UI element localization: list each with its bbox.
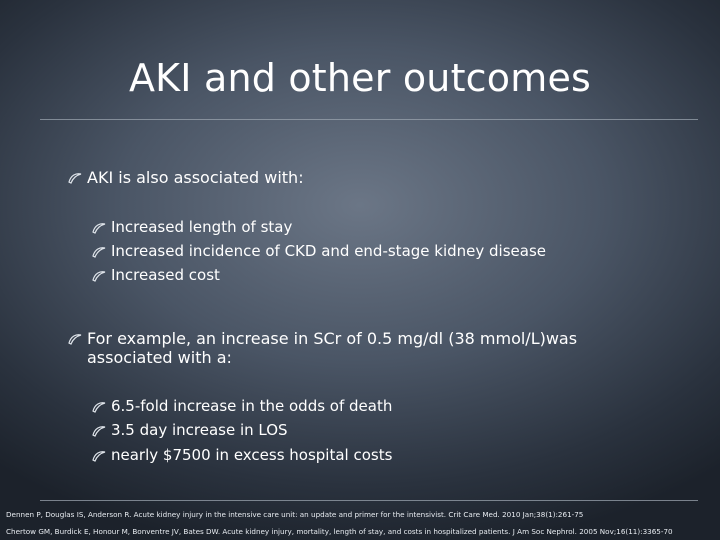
sub-bullet-text: Increased cost: [111, 266, 220, 284]
footer-divider: [40, 500, 698, 501]
sub-bullet-item: [92, 397, 392, 416]
reference-line: Chertow GM, Burdick E, Honour M, Bonventre JV, Bates DW. Acute kidney injury, mortality, length of stay, and costs in hospitalized patients. J Am Soc Nephrol. 2005 Nov;16(11):3365-70: [6, 527, 673, 536]
leaf-swoosh-icon: [92, 246, 106, 258]
sub-bullet-text: 3.5 day increase in LOS: [111, 421, 288, 439]
title-divider: [40, 119, 698, 120]
sub-bullet-item: [92, 266, 220, 285]
bullet-text: AKI is also associated with:: [87, 168, 304, 187]
references: [6, 506, 673, 540]
leaf-swoosh-icon: [68, 333, 82, 345]
sub-bullet-item: [92, 218, 292, 237]
leaf-swoosh-icon: [92, 450, 106, 462]
slide-title: AKI and other outcomes: [128, 56, 592, 100]
leaf-swoosh-icon: [92, 401, 106, 413]
sub-bullet-text: Increased incidence of CKD and end-stage kidney disease: [111, 242, 546, 260]
bullet-text: For example, an increase in SCr of 0.5 mg/dl (38 mmol/L)was associated with a:: [87, 329, 578, 367]
bullet-item: [68, 168, 304, 187]
sub-bullet-item: [92, 421, 288, 440]
sub-bullet-text: 6.5-fold increase in the odds of death: [111, 397, 393, 415]
sub-bullet-item: [92, 242, 546, 261]
sub-bullet-text: Increased length of stay: [111, 218, 293, 236]
leaf-swoosh-icon: [92, 222, 106, 234]
sub-bullet-text: nearly $7500 in excess hospital costs: [111, 446, 393, 464]
leaf-swoosh-icon: [92, 270, 106, 282]
leaf-swoosh-icon: [68, 172, 82, 184]
sub-bullet-item: [92, 446, 392, 465]
reference-line: Dennen P, Douglas IS, Anderson R. Acute kidney injury in the intensive care unit: an update and primer for the intensivist. Crit Care Med. 2010 Jan;38(1):261-75: [6, 510, 584, 519]
leaf-swoosh-icon: [92, 425, 106, 437]
bullet-item: [68, 329, 627, 367]
